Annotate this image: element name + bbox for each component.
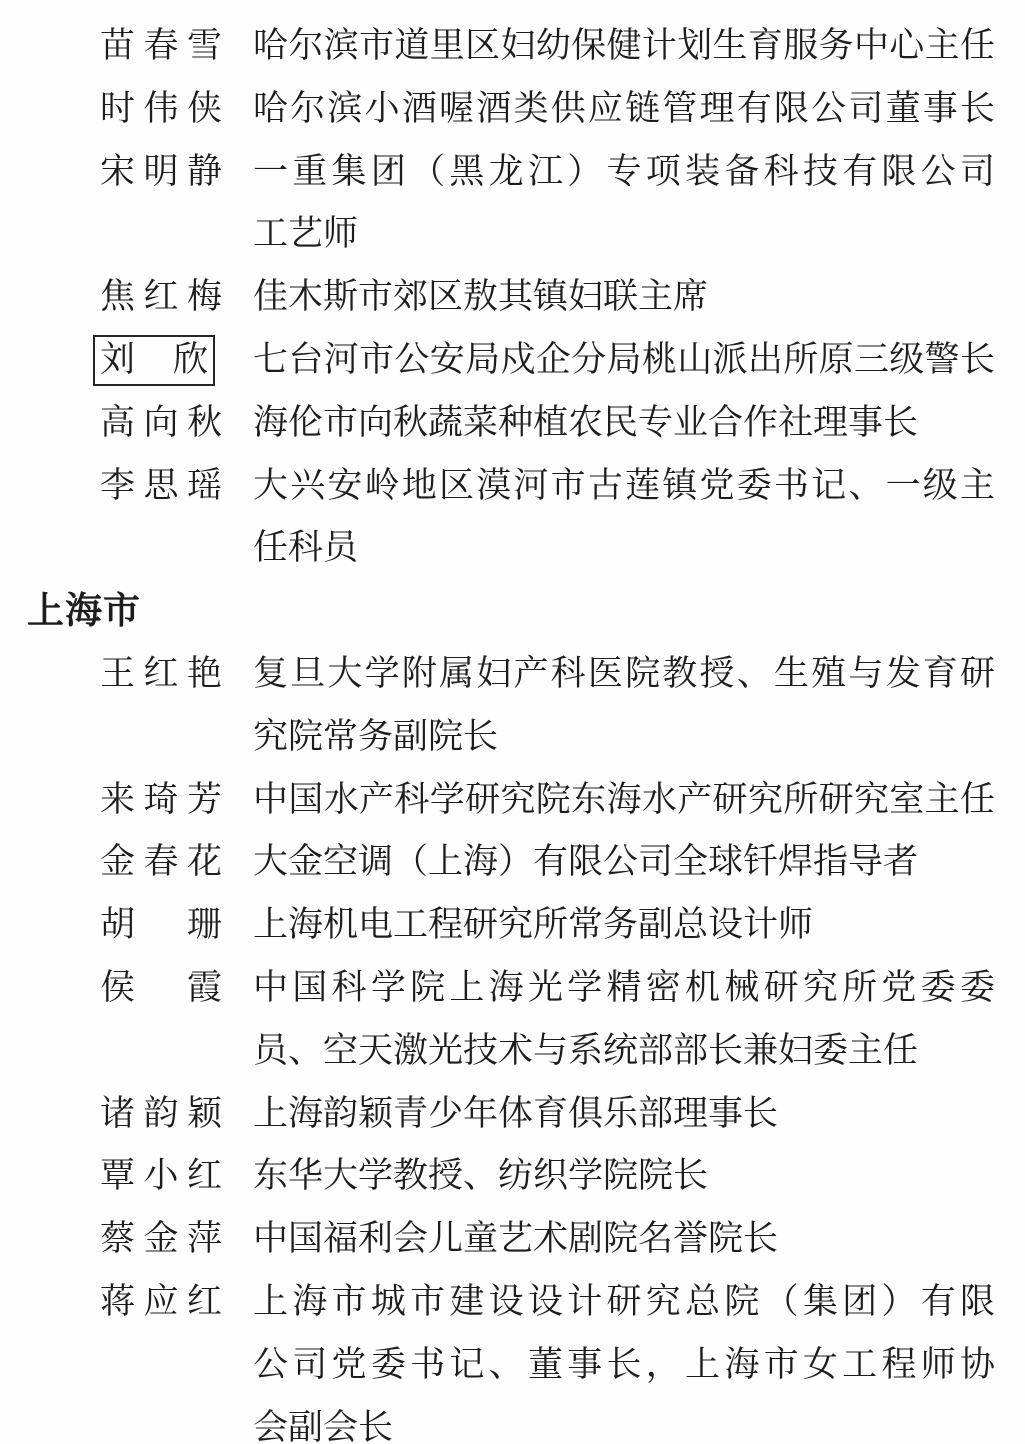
title-line: 上海韵颖青少年体育俱乐部理事长 [253, 1093, 779, 1133]
person-title [253, 78, 995, 141]
list-item [100, 1145, 1025, 1208]
person-name: 蒋应红 [100, 1281, 222, 1321]
title-line: 复旦大学附属妇产科医院教授、生殖与发育研 [253, 653, 995, 693]
list-item [100, 266, 1025, 329]
title-line: 任科员 [253, 528, 359, 568]
list-item [100, 141, 1025, 267]
list-item [100, 392, 1025, 455]
person-title [253, 1208, 995, 1271]
list-item [100, 78, 1025, 141]
person-name: 胡 珊 [100, 905, 222, 945]
title-line: 中国水产科学研究院东海水产研究所研究室主任 [253, 779, 995, 819]
title-line: 哈尔滨小酒喔酒类供应链管理有限公司董事长 [253, 88, 995, 128]
list-item [100, 1083, 1025, 1146]
person-name-cell [100, 643, 222, 706]
title-line: 一重集团（黑龙江）专项装备科技有限公司 [253, 151, 995, 191]
title-line: 会副会长 [253, 1407, 394, 1444]
person-title [253, 141, 995, 267]
person-name-cell [100, 15, 222, 78]
list-item [100, 643, 1025, 769]
person-name: 王红艳 [100, 653, 222, 693]
person-name: 高向秋 [100, 402, 222, 442]
list-item [100, 1271, 1025, 1444]
person-name-cell [100, 1208, 222, 1271]
title-line: 公司党委书记、董事长，上海市女工程师协 [253, 1344, 995, 1384]
person-name-cell [100, 141, 222, 204]
list-item [100, 329, 1025, 392]
person-name: 侯 霞 [100, 967, 222, 1007]
title-line: 海伦市向秋蔬菜种植农民专业合作社理事长 [253, 402, 919, 442]
person-name: 宋明静 [100, 151, 222, 191]
person-name-cell [100, 392, 222, 455]
person-name-cell [100, 1083, 222, 1146]
person-title [253, 1083, 995, 1146]
person-title [253, 957, 995, 1083]
person-name: 蔡金萍 [100, 1219, 222, 1259]
title-line: 中国科学院上海光学精密机械研究所党委委 [253, 967, 995, 1007]
person-title [253, 894, 995, 957]
person-name: 金春花 [100, 842, 222, 882]
person-title [253, 392, 995, 455]
person-name: 来琦芳 [100, 779, 222, 819]
person-name-cell [100, 455, 222, 518]
section-header: 上海市 [27, 590, 141, 632]
person-title [253, 15, 995, 78]
person-title [253, 266, 995, 329]
title-line: 员、空天激光技术与系统部部长兼妇委主任 [253, 1030, 919, 1070]
title-line: 中国福利会儿童艺术剧院名誉院长 [253, 1219, 779, 1259]
list-item [100, 957, 1025, 1083]
person-name: 焦红梅 [100, 277, 222, 317]
person-title [253, 1271, 995, 1444]
person-name-cell [100, 1271, 222, 1334]
title-line: 佳木斯市郊区敖其镇妇联主席 [253, 277, 709, 317]
list-item [100, 894, 1025, 957]
person-name-cell [100, 1145, 222, 1208]
person-title [253, 769, 995, 832]
person-name: 时伟侠 [100, 88, 222, 128]
person-title [253, 455, 995, 581]
title-line: 究院常务副院长 [253, 716, 499, 756]
person-title [253, 329, 995, 392]
title-line: 大兴安岭地区漠河市古莲镇党委书记、一级主 [253, 465, 995, 505]
title-line: 七台河市公安局戍企分局桃山派出所原三级警长 [253, 339, 995, 379]
title-line: 工艺师 [253, 214, 359, 254]
list-item [100, 15, 1025, 78]
title-line: 大金空调（上海）有限公司全球钎焊指导者 [253, 842, 919, 882]
title-line: 上海机电工程研究所常务副总设计师 [253, 905, 814, 945]
title-line: 哈尔滨市道里区妇幼保健计划生育服务中心主任 [253, 26, 995, 65]
list-item [100, 831, 1025, 894]
person-name: 覃小红 [100, 1156, 222, 1196]
person-name-cell [100, 78, 222, 141]
list-item [100, 769, 1025, 832]
person-name: 诸韵颖 [100, 1093, 222, 1133]
person-title [253, 643, 995, 769]
person-name: 李思瑶 [100, 465, 222, 505]
list-item [100, 455, 1025, 581]
title-line: 上海市城市建设设计研究总院（集团）有限 [253, 1281, 995, 1321]
person-name: 苗春雪 [100, 26, 222, 65]
person-name-cell [100, 329, 222, 392]
list-item [100, 1208, 1025, 1271]
person-title [253, 1145, 995, 1208]
person-name-cell [100, 894, 222, 957]
person-name-cell [100, 831, 222, 894]
person-name-cell [100, 957, 222, 1020]
person-name-cell [100, 266, 222, 329]
person-title [253, 831, 995, 894]
person-name-boxed: 刘 欣 [93, 335, 215, 386]
person-name-cell [100, 769, 222, 832]
title-line: 东华大学教授、纺织学院院长 [253, 1156, 709, 1196]
